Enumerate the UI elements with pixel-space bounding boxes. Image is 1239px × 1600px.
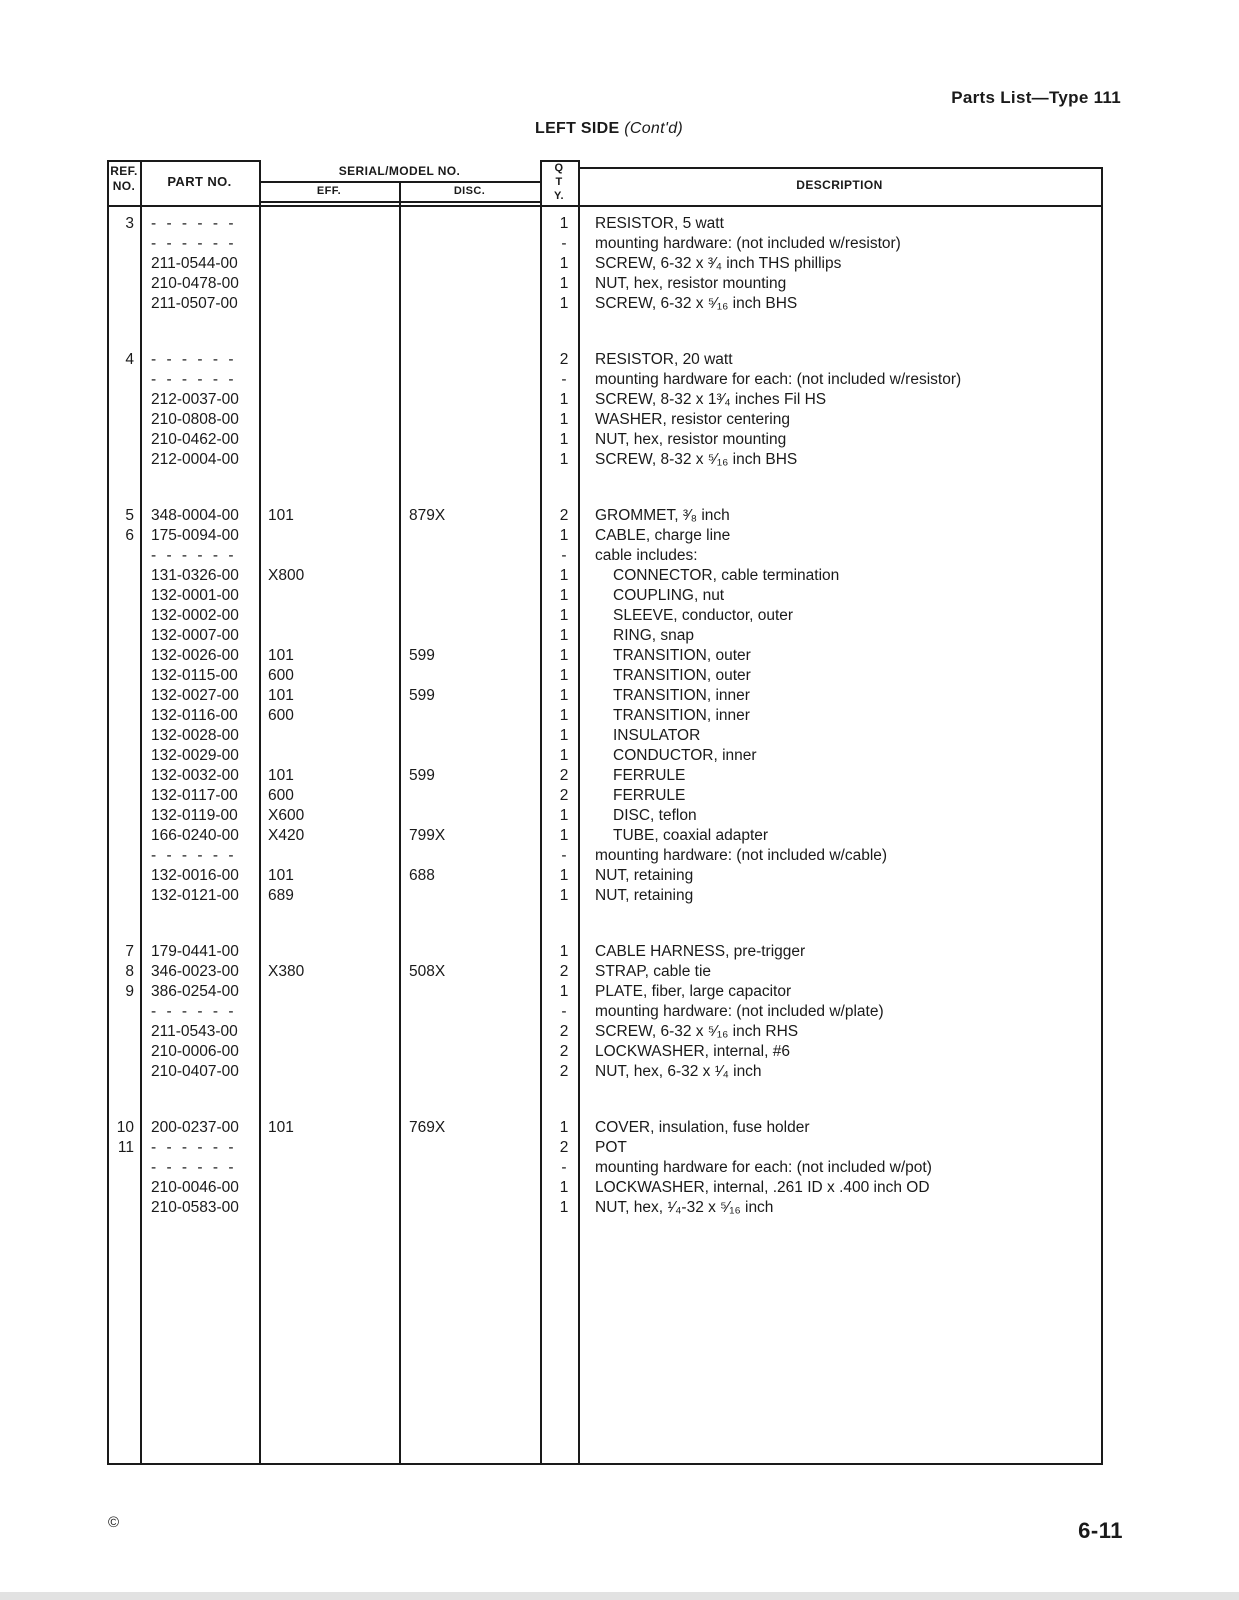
table-row	[107, 726, 1125, 746]
part-no-cell: 211-0543-00	[151, 1023, 238, 1040]
table-row	[107, 1042, 1125, 1062]
disc-serial-cell: 599	[409, 647, 435, 664]
qty-cell: 1	[559, 1179, 569, 1196]
qty-cell: 1	[559, 1199, 569, 1216]
qty-cell: 1	[559, 1119, 569, 1136]
table-row	[107, 274, 1125, 294]
part-no-cell: 210-0478-00	[151, 275, 239, 292]
eff-serial-cell: X600	[268, 807, 305, 824]
table-row	[107, 526, 1125, 546]
part-no-cell: 132-0026-00	[151, 647, 239, 664]
description-cell: NUT, hex, 6-32 x ¹⁄₄ inch	[595, 1063, 762, 1080]
table-row	[107, 450, 1125, 470]
part-no-cell: 166-0240-00	[151, 827, 239, 844]
part-no-cell: 132-0115-00	[151, 667, 238, 684]
description-cell: WASHER, resistor centering	[595, 411, 790, 428]
header-ref-line2: NO.	[112, 179, 136, 193]
table-border-top-desc	[578, 167, 1103, 169]
header-qty-y: Y.	[554, 190, 564, 202]
table-row	[107, 430, 1125, 450]
qty-cell: 2	[559, 351, 569, 368]
eff-serial-cell: 600	[268, 707, 294, 724]
description-cell: PLATE, fiber, large capacitor	[595, 983, 792, 1000]
qty-cell: 1	[559, 727, 569, 744]
table-border-bottom	[107, 1463, 1103, 1465]
copyright-mark: ©	[108, 1514, 120, 1531]
ref-no-cell: 3	[125, 215, 134, 232]
table-row	[107, 746, 1125, 766]
disc-serial-cell: 799X	[409, 827, 446, 844]
table-row	[107, 826, 1125, 846]
description-cell: mounting hardware for each: (not included w/resistor)	[595, 371, 962, 388]
qty-cell: 2	[559, 767, 569, 784]
table-row	[107, 254, 1125, 274]
header-qty-t: T	[555, 176, 563, 188]
table-row	[107, 666, 1125, 686]
qty-cell: 1	[559, 647, 569, 664]
table-row	[107, 1198, 1125, 1218]
table-row	[107, 586, 1125, 606]
description-cell: SCREW, 8-32 x ⁵⁄₁₆ inch BHS	[595, 451, 798, 468]
qty-cell: 1	[559, 943, 569, 960]
qty-cell: 1	[559, 607, 569, 624]
section-title-main: LEFT SIDE	[535, 120, 620, 137]
eff-serial-cell: 101	[268, 687, 294, 704]
description-cell: FERRULE	[613, 767, 686, 784]
part-no-cell: - - - - - -	[151, 1159, 237, 1176]
table-row	[107, 786, 1125, 806]
eff-serial-cell: X420	[268, 827, 305, 844]
description-cell: SCREW, 6-32 x ³⁄₄ inch THS phillips	[595, 255, 842, 272]
description-cell: INSULATOR	[613, 727, 701, 744]
part-no-cell: 131-0326-00	[151, 567, 239, 584]
table-row	[107, 234, 1125, 254]
disc-serial-cell: 688	[409, 867, 435, 884]
running-title: Parts List—Type 111	[951, 88, 1121, 107]
eff-serial-cell: 101	[268, 767, 294, 784]
table-row	[107, 214, 1125, 234]
part-no-cell: 132-0032-00	[151, 767, 239, 784]
qty-cell: 2	[559, 1063, 569, 1080]
table-border-top	[107, 160, 259, 162]
description-cell: CONNECTOR, cable termination	[613, 567, 840, 584]
qty-cell: 1	[559, 391, 569, 408]
header-description: DESCRIPTION	[796, 178, 883, 192]
qty-cell: 1	[559, 867, 569, 884]
description-cell: RESISTOR, 20 watt	[595, 351, 733, 368]
table-row	[107, 566, 1125, 586]
ref-no-cell: 4	[125, 351, 134, 368]
description-cell: LOCKWASHER, internal, #6	[595, 1043, 790, 1060]
part-no-cell: 210-0046-00	[151, 1179, 239, 1196]
table-row	[107, 1002, 1125, 1022]
header-ref-line1: REF.	[110, 164, 138, 178]
part-no-cell: 132-0121-00	[151, 887, 239, 904]
ref-no-cell: 10	[116, 1119, 134, 1136]
qty-cell: 1	[559, 827, 569, 844]
description-cell: DISC, teflon	[613, 807, 697, 824]
description-cell: COUPLING, nut	[613, 587, 725, 604]
part-no-cell: 210-0808-00	[151, 411, 239, 428]
ref-no-cell: 5	[125, 507, 134, 524]
qty-cell: 1	[559, 687, 569, 704]
table-row	[107, 410, 1125, 430]
description-cell: POT	[595, 1139, 627, 1156]
part-no-cell: - - - - - -	[151, 1003, 237, 1020]
part-no-cell: 210-0462-00	[151, 431, 239, 448]
qty-cell: -	[561, 547, 567, 564]
qty-cell: 2	[559, 963, 569, 980]
qty-cell: 1	[559, 527, 569, 544]
eff-serial-cell: 101	[268, 1119, 294, 1136]
table-row	[107, 886, 1125, 906]
table-row	[107, 546, 1125, 566]
part-no-cell: - - - - - -	[151, 371, 237, 388]
qty-cell: 1	[559, 707, 569, 724]
part-no-cell: - - - - - -	[151, 847, 237, 864]
part-no-cell: - - - - - -	[151, 351, 237, 368]
description-cell: NUT, retaining	[595, 867, 694, 884]
part-no-cell: 211-0507-00	[151, 295, 238, 312]
part-no-cell: 175-0094-00	[151, 527, 239, 544]
part-no-cell: 132-0028-00	[151, 727, 239, 744]
header-qty	[540, 161, 578, 203]
description-cell: NUT, hex, resistor mounting	[595, 431, 787, 448]
description-cell: TRANSITION, inner	[613, 707, 750, 724]
description-cell: TUBE, coaxial adapter	[613, 827, 769, 844]
disc-serial-cell: 599	[409, 687, 435, 704]
qty-cell: 1	[559, 567, 569, 584]
qty-cell: 2	[559, 1139, 569, 1156]
ref-no-cell: 8	[125, 963, 134, 980]
part-no-cell: 132-0116-00	[151, 707, 238, 724]
qty-cell: 2	[559, 1043, 569, 1060]
eff-serial-cell: 600	[268, 667, 294, 684]
qty-cell: -	[561, 847, 567, 864]
description-cell: TRANSITION, outer	[613, 647, 751, 664]
table-row	[107, 686, 1125, 706]
description-cell: TRANSITION, inner	[613, 687, 750, 704]
description-cell: GROMMET, ³⁄₈ inch	[595, 507, 730, 524]
qty-cell: 1	[559, 275, 569, 292]
header-disc: DISC.	[453, 185, 486, 197]
disc-serial-cell: 599	[409, 767, 435, 784]
description-cell: TRANSITION, outer	[613, 667, 751, 684]
description-cell: COVER, insulation, fuse holder	[595, 1119, 810, 1136]
description-cell: cable includes:	[595, 547, 698, 564]
part-no-cell: 132-0002-00	[151, 607, 239, 624]
description-cell: CABLE, charge line	[595, 527, 731, 544]
table-row	[107, 350, 1125, 370]
description-cell: LOCKWASHER, internal, .261 ID x .400 inch OD	[595, 1179, 930, 1196]
part-no-cell: 132-0001-00	[151, 587, 239, 604]
description-cell: NUT, hex, resistor mounting	[595, 275, 787, 292]
table-row	[107, 626, 1125, 646]
description-cell: CABLE HARNESS, pre-trigger	[595, 943, 806, 960]
part-no-cell: 132-0117-00	[151, 787, 238, 804]
part-no-cell: 132-0029-00	[151, 747, 239, 764]
part-no-cell: - - - - - -	[151, 547, 237, 564]
description-cell: RESISTOR, 5 watt	[595, 215, 724, 232]
table-row	[107, 294, 1125, 314]
section-title	[535, 120, 683, 138]
section-title-cont: (Cont'd)	[624, 120, 684, 137]
part-no-cell: 210-0583-00	[151, 1199, 239, 1216]
page-number: 6-11	[1078, 1518, 1123, 1543]
part-no-cell: 348-0004-00	[151, 507, 239, 524]
description-cell: mounting hardware: (not included w/cable)	[595, 847, 888, 864]
description-cell: STRAP, cable tie	[595, 963, 712, 980]
qty-cell: 2	[559, 507, 569, 524]
header-eff: EFF.	[316, 185, 342, 197]
disc-serial-cell: 769X	[409, 1119, 446, 1136]
description-cell: mounting hardware for each: (not included w/pot)	[595, 1159, 932, 1176]
eff-serial-cell: X800	[268, 567, 305, 584]
disc-serial-cell: 508X	[409, 963, 446, 980]
eff-serial-cell: 101	[268, 867, 294, 884]
part-no-cell: 386-0254-00	[151, 983, 239, 1000]
qty-cell: 1	[559, 295, 569, 312]
table-row	[107, 846, 1125, 866]
ref-no-cell: 7	[125, 943, 134, 960]
part-no-cell: 179-0441-00	[151, 943, 239, 960]
part-no-cell: 132-0016-00	[151, 867, 239, 884]
header-serial-model: SERIAL/MODEL NO.	[338, 164, 461, 178]
description-cell: mounting hardware: (not included w/resistor)	[595, 235, 901, 252]
qty-cell: 1	[559, 451, 569, 468]
part-no-cell: - - - - - -	[151, 235, 237, 252]
description-cell: SCREW, 6-32 x ⁵⁄₁₆ inch BHS	[595, 295, 798, 312]
table-row	[107, 706, 1125, 726]
disc-serial-cell: 879X	[409, 507, 446, 524]
eff-serial-cell: 101	[268, 507, 294, 524]
table-row	[107, 766, 1125, 786]
part-no-cell: 211-0544-00	[151, 255, 238, 272]
table-header-bottom	[107, 205, 1103, 207]
table-row	[107, 982, 1125, 1002]
qty-cell: 1	[559, 667, 569, 684]
description-cell: FERRULE	[613, 787, 686, 804]
part-no-cell: 212-0004-00	[151, 451, 239, 468]
qty-cell: 1	[559, 255, 569, 272]
qty-cell: 1	[559, 411, 569, 428]
description-cell: CONDUCTOR, inner	[613, 747, 757, 764]
description-cell: NUT, retaining	[595, 887, 694, 904]
table-row	[107, 646, 1125, 666]
eff-serial-cell: X380	[268, 963, 305, 980]
qty-cell: 1	[559, 215, 569, 232]
table-row	[107, 606, 1125, 626]
ref-no-cell: 9	[125, 983, 134, 1000]
description-cell: NUT, hex, ¹⁄₄-32 x ⁵⁄₁₆ inch	[595, 1199, 774, 1216]
part-no-cell: - - - - - -	[151, 1139, 237, 1156]
eff-serial-cell: 600	[268, 787, 294, 804]
ref-no-cell: 11	[117, 1139, 134, 1156]
table-row	[107, 806, 1125, 826]
header-ref	[108, 164, 140, 194]
part-no-cell: 132-0007-00	[151, 627, 239, 644]
table-row	[107, 866, 1125, 886]
qty-cell: 2	[559, 787, 569, 804]
qty-cell: -	[561, 1159, 567, 1176]
qty-cell: 1	[559, 983, 569, 1000]
part-no-cell: 346-0023-00	[151, 963, 239, 980]
qty-cell: 1	[559, 627, 569, 644]
table-row	[107, 370, 1125, 390]
description-cell: RING, snap	[613, 627, 694, 644]
ref-no-cell: 6	[125, 527, 134, 544]
table-row	[107, 1022, 1125, 1042]
description-cell: SLEEVE, conductor, outer	[613, 607, 794, 624]
table-row	[107, 1158, 1125, 1178]
eff-serial-cell: 101	[268, 647, 294, 664]
table-row	[107, 942, 1125, 962]
part-no-cell: 200-0237-00	[151, 1119, 239, 1136]
qty-cell: -	[561, 1003, 567, 1020]
header-qty-q: Q	[554, 162, 564, 174]
table-row	[107, 390, 1125, 410]
description-cell: mounting hardware: (not included w/plate)	[595, 1003, 884, 1020]
scan-bottom-band	[0, 1592, 1239, 1600]
qty-cell: 2	[559, 1023, 569, 1040]
qty-cell: 1	[559, 587, 569, 604]
part-no-cell: 212-0037-00	[151, 391, 239, 408]
table-row	[107, 506, 1125, 526]
part-no-cell: 132-0027-00	[151, 687, 239, 704]
qty-cell: 1	[559, 431, 569, 448]
table-row	[107, 1062, 1125, 1082]
table-row	[107, 1118, 1125, 1138]
qty-cell: 1	[559, 807, 569, 824]
table-row	[107, 962, 1125, 982]
qty-cell: -	[561, 235, 567, 252]
part-no-cell: 132-0119-00	[151, 807, 238, 824]
qty-cell: 1	[559, 747, 569, 764]
description-cell: SCREW, 8-32 x 1³⁄₄ inches Fil HS	[595, 391, 827, 408]
part-no-cell: - - - - - -	[151, 215, 237, 232]
qty-cell: 1	[559, 887, 569, 904]
header-part-no: PART NO.	[167, 174, 232, 189]
eff-serial-cell: 689	[268, 887, 294, 904]
table-row	[107, 1138, 1125, 1158]
part-no-cell: 210-0407-00	[151, 1063, 239, 1080]
description-cell: SCREW, 6-32 x ⁵⁄₁₆ inch RHS	[595, 1023, 799, 1040]
table-row	[107, 1178, 1125, 1198]
part-no-cell: 210-0006-00	[151, 1043, 239, 1060]
qty-cell: -	[561, 371, 567, 388]
